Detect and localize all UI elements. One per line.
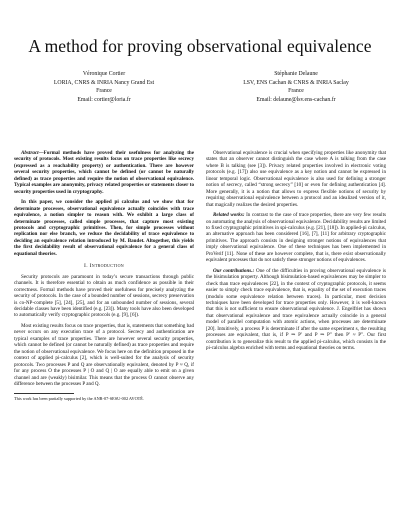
footnote-rule bbox=[14, 393, 74, 394]
body-paragraph: Most existing results focus on trace properties, that is, statements that something bad never occurs on any execution trace of a protocol. Secrecy and authentication are typical examples of trace properties. There are however several security properties, which cannot be defined (or cannot be naturally defined) as trace properties and require the notion of observational equivalence. We focus here on the definition proposed in the context of applied pi-calculus [2], which is well-suited for the analysis of security protocols. Two processes P and Q are observationally equivalent, denoted by P ≈ Q, if for any process O the processes P | O and Q | O are equally able to emit on a given channel and are (weakly) bisimilar. This means that the process O cannot observe any difference between the processes P and Q. bbox=[14, 322, 194, 387]
author-email: Email: delaune@lsv.ens-cachan.fr bbox=[256, 96, 336, 103]
body-paragraph: Observational equivalence is crucial when specifying properties like anonymity that states that an observer cannot distinguish the case where A is talking from the case where B is talking (see [3]). Privacy related properties involved in electronic voting protocols (e.g. [17]) also use equivalence as a key notion and cannot be expressed in linear temporal logic. Observational equivalence is also used for defining a stronger notion of secrecy, called “strong secrecy” [10] or even for defining authentication [4]. More generally, it is a notion that allows to express flexible notions of security by requiring observational equivalence between a protocol and an idealized version of it, that magically realizes the desired properties. bbox=[206, 150, 386, 208]
author-country: France bbox=[96, 88, 112, 95]
body-paragraph: Security protocols are paramount in today’s secure transactions through public channels. It is therefore essential to obtain as much confidence as possible in their correctness. Formal methods have proved their usefulness for precisely analyzing the security of protocols. In the case of a bounded number of sessions, secrecy preservation is co-NP-complete [5], [24], [25], and for an unbounded number of sessions, several decidable classes have been identified (e.g. [23]). Many tools have also been developed to automatically verify cryptographic protocols (e.g. [9], [6]). bbox=[14, 273, 194, 319]
author-2 bbox=[206, 70, 386, 104]
contributions-text: One of the difficulties in proving observational equivalence is the bisimulation property. Although bisimulation-based equivalences may be simpler to check than trace equivalences [22], in the context of cryptographic protocols, it seems easier to simply check trace equivalence, that is, equality of the set of execution traces (modulo some equivalence relation between traces). In particular, most decision techniques have been developed for trace properties only. However, it is well-known that this is not sufficient to ensure observational equivalence. J. Engelfriet has shown that observational equivalence and trace equivalence actually coincide in a general model of parallel computation with atomic actions, when processes are determinate [20]. Intuitively, a process P is determinate if after the same experiment s, the resulting processes are equivalent, that is, if P ⇒ P′ and P ⇒ P″ then P′ ≈ P″. Our first contribution is to generalize this result to the applied pi-calculus, which consists in the pi-calculus algebra enriched with terms and equational theories on terms. bbox=[206, 267, 386, 352]
author-country: France bbox=[288, 88, 304, 95]
paper-title: A method for proving observational equivalence bbox=[28, 36, 372, 56]
related-works-paragraph bbox=[206, 212, 386, 264]
footnote: This work has been partially supported by the ANR-07-SESU-002 AVOTÉ. bbox=[14, 396, 145, 402]
author-1 bbox=[14, 70, 194, 104]
abstract-text: —Formal methods have proved their usefulness for analyzing the security of protocols. Most existing results focus on trace properties like secrecy (expressed as a reachability property) or authentication. There are however several security properties, which cannot be defined (or cannot be naturally defined) as trace properties and require the notion of observational equivalence. Typical examples are anonymity, privacy related properties or statements closer to security properties used in cryptography. bbox=[14, 150, 194, 195]
section-heading: I. Introduction bbox=[84, 263, 124, 270]
author-name: Stéphanie Delaune bbox=[274, 71, 318, 77]
contributions-paragraph bbox=[206, 268, 386, 352]
author-block bbox=[0, 70, 400, 130]
author-email: Email: cortier@loria.fr bbox=[77, 96, 131, 103]
contributions-heading: Our contributions.: bbox=[213, 267, 255, 274]
left-column bbox=[14, 150, 194, 402]
abstract-label: Abstract bbox=[21, 150, 39, 156]
related-works-heading: Related works: bbox=[213, 212, 245, 219]
author-name: Véronique Cortier bbox=[82, 71, 126, 77]
abstract-paragraph-2: In this paper, we consider the applied pi calculus and we show that for determinate processes, observational equivalence actually coincides with trace equivalence, a notion simpler to reason with. We exhibit a large class of determinate processes, called simple processes, that capture most existing protocols and cryptographic primitives. Then, for simple processes without replication nor else branch, we reduce the decidability of trace equivalence to deciding an equivalence relation introduced by M. Baudet. Altogether, this yields the first decidability result of observational equivalence for a general class of equational theories. bbox=[14, 199, 194, 257]
author-affiliation: LORIA, CNRS & INRIA Nancy Grand Est bbox=[53, 79, 155, 86]
related-works-text: In contrast to the case of trace properties, there are very few results on automating the analysis of observational equivalence. Decidability results are limited to fixed cryptographic primitives in spi-calculus (e.g. [21], [18]). In applied-pi calculus, an alternative approach has been considered [16], [7], [11] for arbitrary cryptographic primitives. The approach consists in designing stronger notions of equivalences that imply observational equivalence. One of these techniques has been implemented in ProVerif [11]. None of these are however complete, that is, there exist observationally equivalent processes that do not satisfy these stronger notions of equivalences. bbox=[206, 212, 386, 264]
author-affiliation: LSV, ENS Cachan & CNRS & INRIA Saclay bbox=[243, 79, 349, 86]
abstract-paragraph bbox=[14, 150, 194, 195]
right-column bbox=[206, 150, 386, 356]
